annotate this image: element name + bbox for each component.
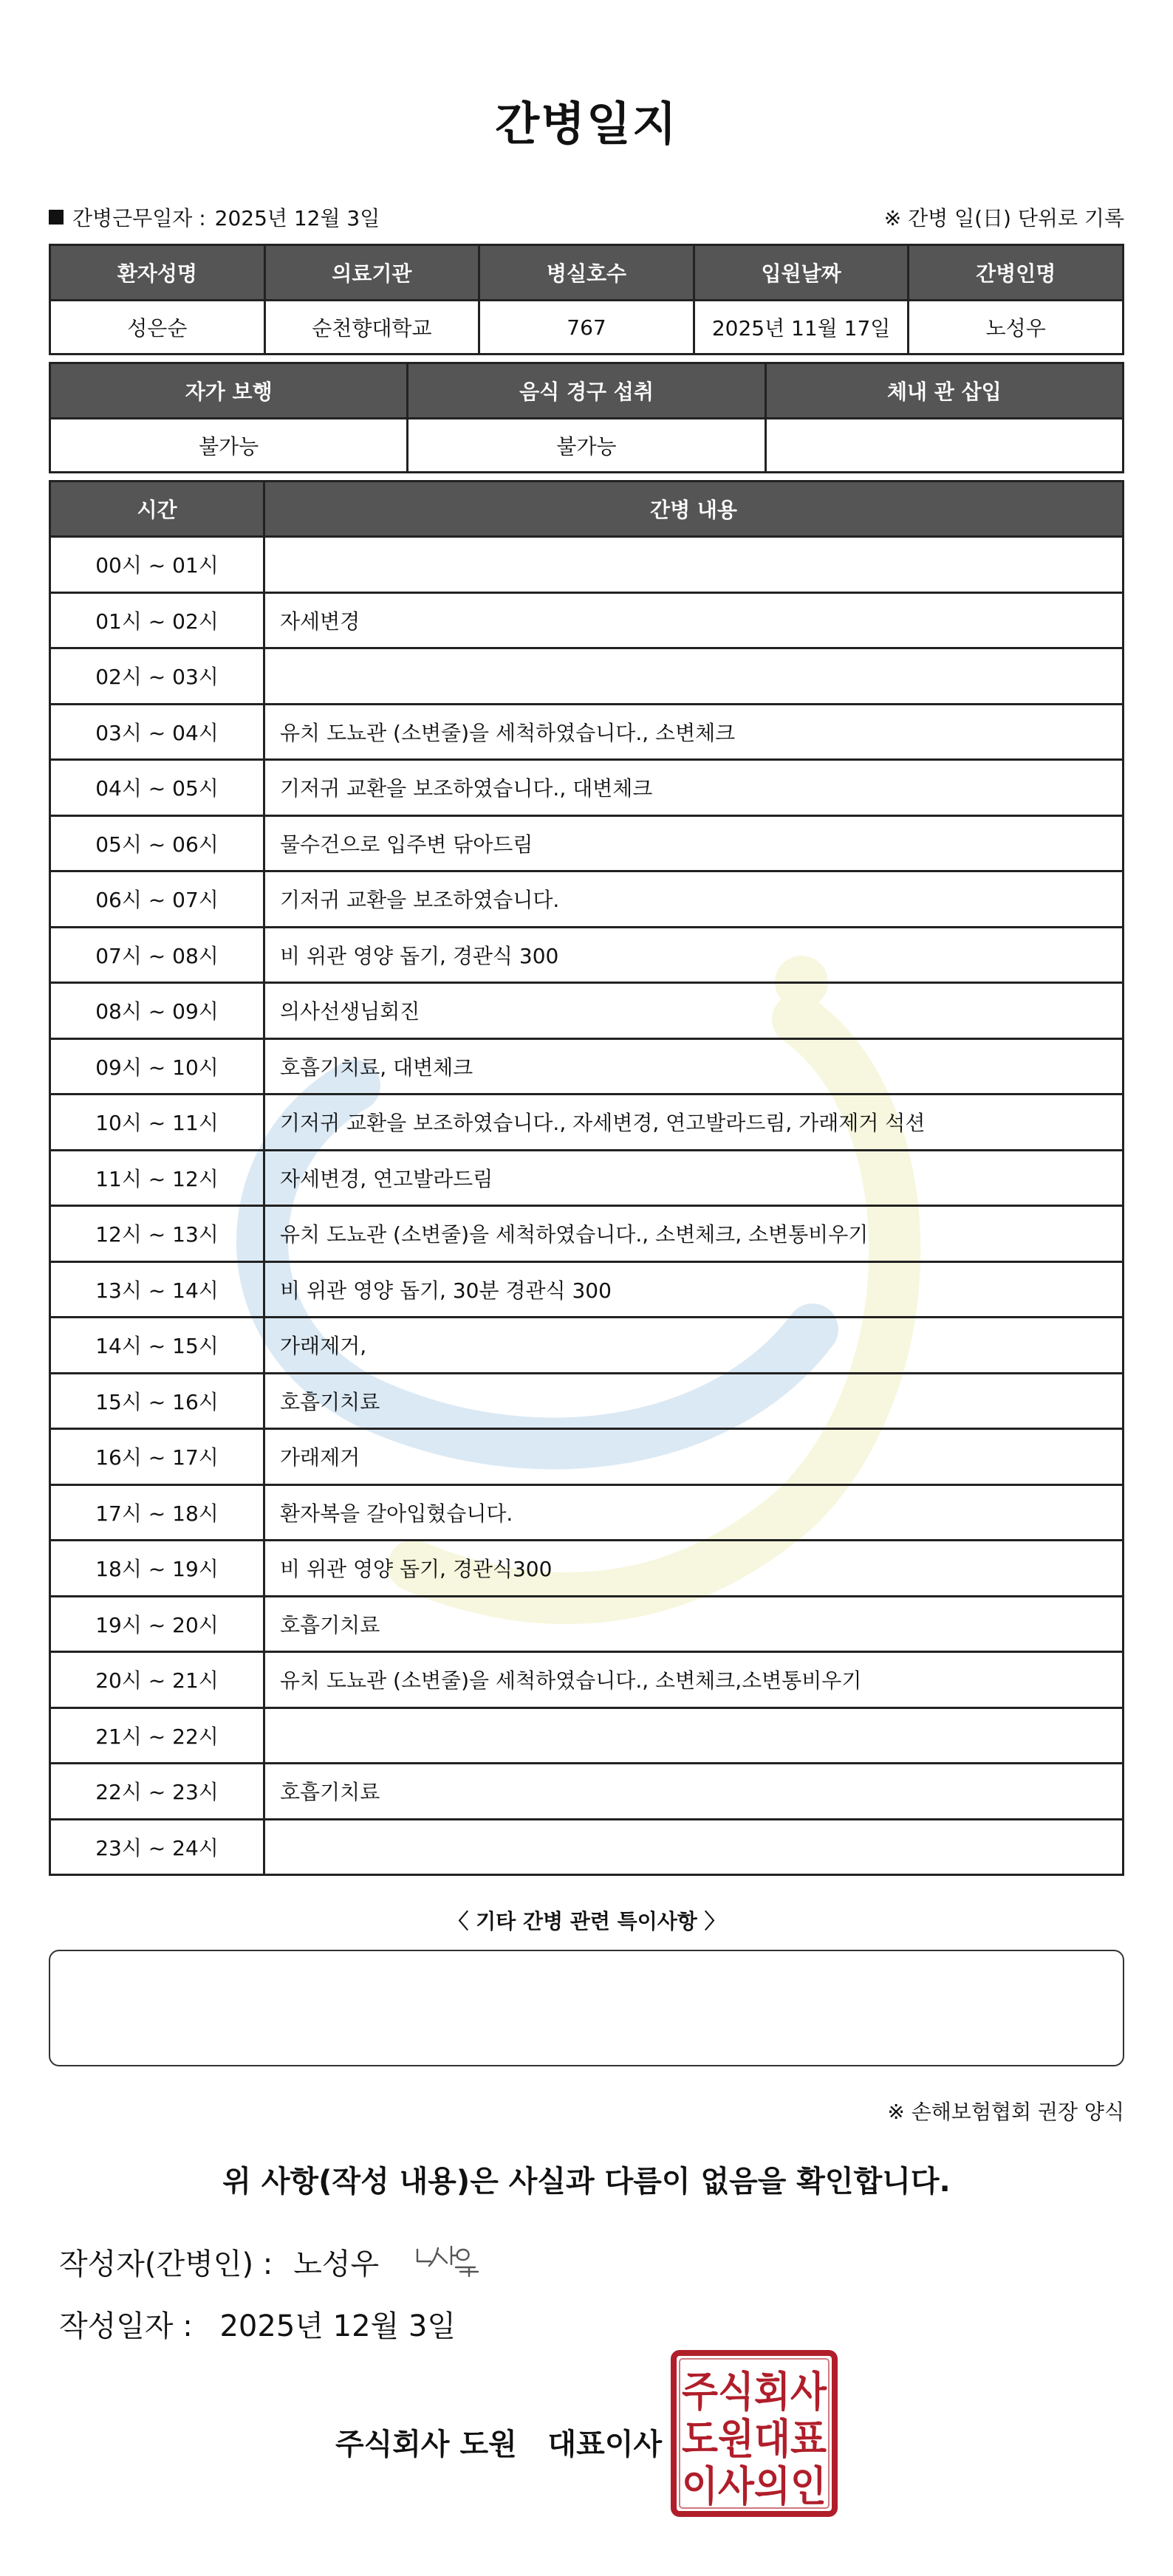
- log-row: [50, 1596, 1124, 1652]
- seal-text-line: 주식회사: [682, 2368, 827, 2416]
- header-admission-date: 입원날짜: [694, 245, 909, 301]
- company-representative: 주식회사 도원 대표이사: [335, 2428, 663, 2462]
- company-seal-stamp: [669, 2349, 839, 2518]
- patient-info-table: [49, 244, 1124, 355]
- unit-note: ※ 간병 일(日) 단위로 기록: [883, 206, 1124, 230]
- log-row: [50, 592, 1124, 648]
- handwritten-signature: [411, 2239, 493, 2284]
- log-row: [50, 1206, 1124, 1262]
- log-content: 자세변경: [264, 592, 1124, 648]
- log-time: 10시 ~ 11시: [50, 1095, 264, 1151]
- written-date-value: 2025년 12월 3일: [219, 2309, 456, 2343]
- header-tube-insertion: 체내 관 삽입: [765, 363, 1123, 419]
- log-content: 기저귀 교환을 보조하였습니다., 대변체크: [264, 760, 1124, 816]
- log-content: 환자복을 갈아입혔습니다.: [264, 1484, 1124, 1541]
- writer-name: 노성우: [293, 2247, 380, 2281]
- header-oral-intake: 음식 경구 섭취: [408, 363, 765, 419]
- log-content: 기저귀 교환을 보조하였습니다.: [264, 871, 1124, 928]
- log-content: 의사선생님회진: [264, 983, 1124, 1039]
- log-content: 호흡기치료: [264, 1764, 1124, 1820]
- written-date-line: [59, 2303, 456, 2345]
- log-row: [50, 983, 1124, 1039]
- log-content: 비 위관 영양 돕기, 경관식 300: [264, 927, 1124, 983]
- log-row: [50, 704, 1124, 760]
- work-date: [49, 202, 380, 232]
- caregiver-name: 노성우: [909, 301, 1124, 354]
- log-time: 04시 ~ 05시: [50, 760, 264, 816]
- log-time: 15시 ~ 16시: [50, 1373, 264, 1429]
- log-content: 비 위관 영양 돕기, 경관식300: [264, 1541, 1124, 1597]
- log-content: 유치 도뇨관 (소변줄)을 세척하였습니다., 소변체크, 소변통비우기: [264, 1206, 1124, 1262]
- writer-line: [59, 2239, 493, 2284]
- log-content: [264, 1819, 1124, 1875]
- log-header-row: [50, 482, 1124, 537]
- header-care-content: 간병 내용: [264, 482, 1124, 537]
- header-caregiver: 간병인명: [909, 245, 1124, 301]
- patient-value-row: [50, 301, 1124, 354]
- remarks-title: 〈 기타 간병 관련 특이사항 〉: [448, 1909, 725, 1933]
- log-content: [264, 537, 1124, 593]
- log-time: 01시 ~ 02시: [50, 592, 264, 648]
- log-time: 08시 ~ 09시: [50, 983, 264, 1039]
- log-time: 00시 ~ 01시: [50, 537, 264, 593]
- log-row: [50, 927, 1124, 983]
- room-number: 767: [479, 301, 694, 354]
- log-row: [50, 1095, 1124, 1151]
- log-content: 비 위관 영양 돕기, 30분 경관식 300: [264, 1261, 1124, 1318]
- log-row: [50, 1707, 1124, 1764]
- tube-insertion-value: [765, 419, 1123, 473]
- log-content: 호흡기치료, 대변체크: [264, 1038, 1124, 1095]
- log-time: 17시 ~ 18시: [50, 1484, 264, 1541]
- log-row: [50, 1652, 1124, 1708]
- log-time: 23시 ~ 24시: [50, 1819, 264, 1875]
- square-bullet-icon: [49, 210, 64, 225]
- header-patient-name: 환자성명: [50, 245, 265, 301]
- log-time: 05시 ~ 06시: [50, 815, 264, 871]
- form-note: ※ 손해보험협회 권장 양식: [887, 2100, 1124, 2124]
- log-row: [50, 1038, 1124, 1095]
- log-time: 14시 ~ 15시: [50, 1318, 264, 1374]
- seal-text-line: 이사의인: [682, 2463, 827, 2511]
- header-hospital: 의료기관: [264, 245, 479, 301]
- log-row: [50, 1764, 1124, 1820]
- header-room: 병실호수: [479, 245, 694, 301]
- header-time: 시간: [50, 482, 264, 537]
- log-row: [50, 1484, 1124, 1541]
- log-row: [50, 648, 1124, 705]
- log-row: [50, 760, 1124, 816]
- log-content: 자세변경, 연고발라드림: [264, 1150, 1124, 1206]
- log-content: 호흡기치료: [264, 1596, 1124, 1652]
- log-time: 03시 ~ 04시: [50, 704, 264, 760]
- log-time: 02시 ~ 03시: [50, 648, 264, 705]
- log-time: 11시 ~ 12시: [50, 1150, 264, 1206]
- patient-name: 성은순: [50, 301, 265, 354]
- log-time: 19시 ~ 20시: [50, 1596, 264, 1652]
- log-time: 21시 ~ 22시: [50, 1707, 264, 1764]
- hospital-name: 순천향대학교: [264, 301, 479, 354]
- log-content: 물수건으로 입주변 닦아드림: [264, 815, 1124, 871]
- log-content: 유치 도뇨관 (소변줄)을 세척하였습니다., 소변체크: [264, 704, 1124, 760]
- log-time: 20시 ~ 21시: [50, 1652, 264, 1708]
- log-time: 06시 ~ 07시: [50, 871, 264, 928]
- admission-date: 2025년 11월 17일: [694, 301, 909, 354]
- written-date-label: 작성일자 :: [59, 2309, 193, 2343]
- status-header-row: [50, 363, 1124, 419]
- status-value-row: [50, 419, 1124, 473]
- oral-intake-value: 불가능: [408, 419, 765, 473]
- seal-text-line: 도원대표: [682, 2416, 827, 2464]
- patient-header-row: [50, 245, 1124, 301]
- log-row: [50, 537, 1124, 593]
- page-title: 간병일지: [495, 97, 678, 151]
- log-content: [264, 1707, 1124, 1764]
- log-content: 가래제거,: [264, 1318, 1124, 1374]
- log-time: 22시 ~ 23시: [50, 1764, 264, 1820]
- log-time: 18시 ~ 19시: [50, 1541, 264, 1597]
- log-time: 07시 ~ 08시: [50, 927, 264, 983]
- log-row: [50, 871, 1124, 928]
- patient-status-table: [49, 362, 1124, 473]
- writer-label: 작성자(간병인) :: [59, 2247, 273, 2281]
- walking-value: 불가능: [50, 419, 408, 473]
- remarks-box: [49, 1950, 1124, 2066]
- log-row: [50, 1318, 1124, 1374]
- hourly-log-table: [49, 480, 1124, 1876]
- log-row: [50, 1429, 1124, 1485]
- log-row: [50, 1261, 1124, 1318]
- log-content: 가래제거: [264, 1429, 1124, 1485]
- work-date-label: 간병근무일자 :: [72, 206, 206, 230]
- work-date-value: 2025년 12월 3일: [214, 206, 380, 230]
- log-content: 유치 도뇨관 (소변줄)을 세척하였습니다., 소변체크,소변통비우기: [264, 1652, 1124, 1708]
- log-row: [50, 815, 1124, 871]
- log-content: 기저귀 교환을 보조하였습니다., 자세변경, 연고발라드림, 가래제거 석션: [264, 1095, 1124, 1151]
- log-body: [50, 537, 1124, 1875]
- log-time: 13시 ~ 14시: [50, 1261, 264, 1318]
- header-walking: 자가 보행: [50, 363, 408, 419]
- confirmation-statement: 위 사항(작성 내용)은 사실과 다름이 없음을 확인합니다.: [222, 2165, 951, 2199]
- log-time: 09시 ~ 10시: [50, 1038, 264, 1095]
- log-row: [50, 1373, 1124, 1429]
- log-content: 호흡기치료: [264, 1373, 1124, 1429]
- log-row: [50, 1819, 1124, 1875]
- log-row: [50, 1150, 1124, 1206]
- log-time: 12시 ~ 13시: [50, 1206, 264, 1262]
- log-content: [264, 648, 1124, 705]
- log-row: [50, 1541, 1124, 1597]
- log-time: 16시 ~ 17시: [50, 1429, 264, 1485]
